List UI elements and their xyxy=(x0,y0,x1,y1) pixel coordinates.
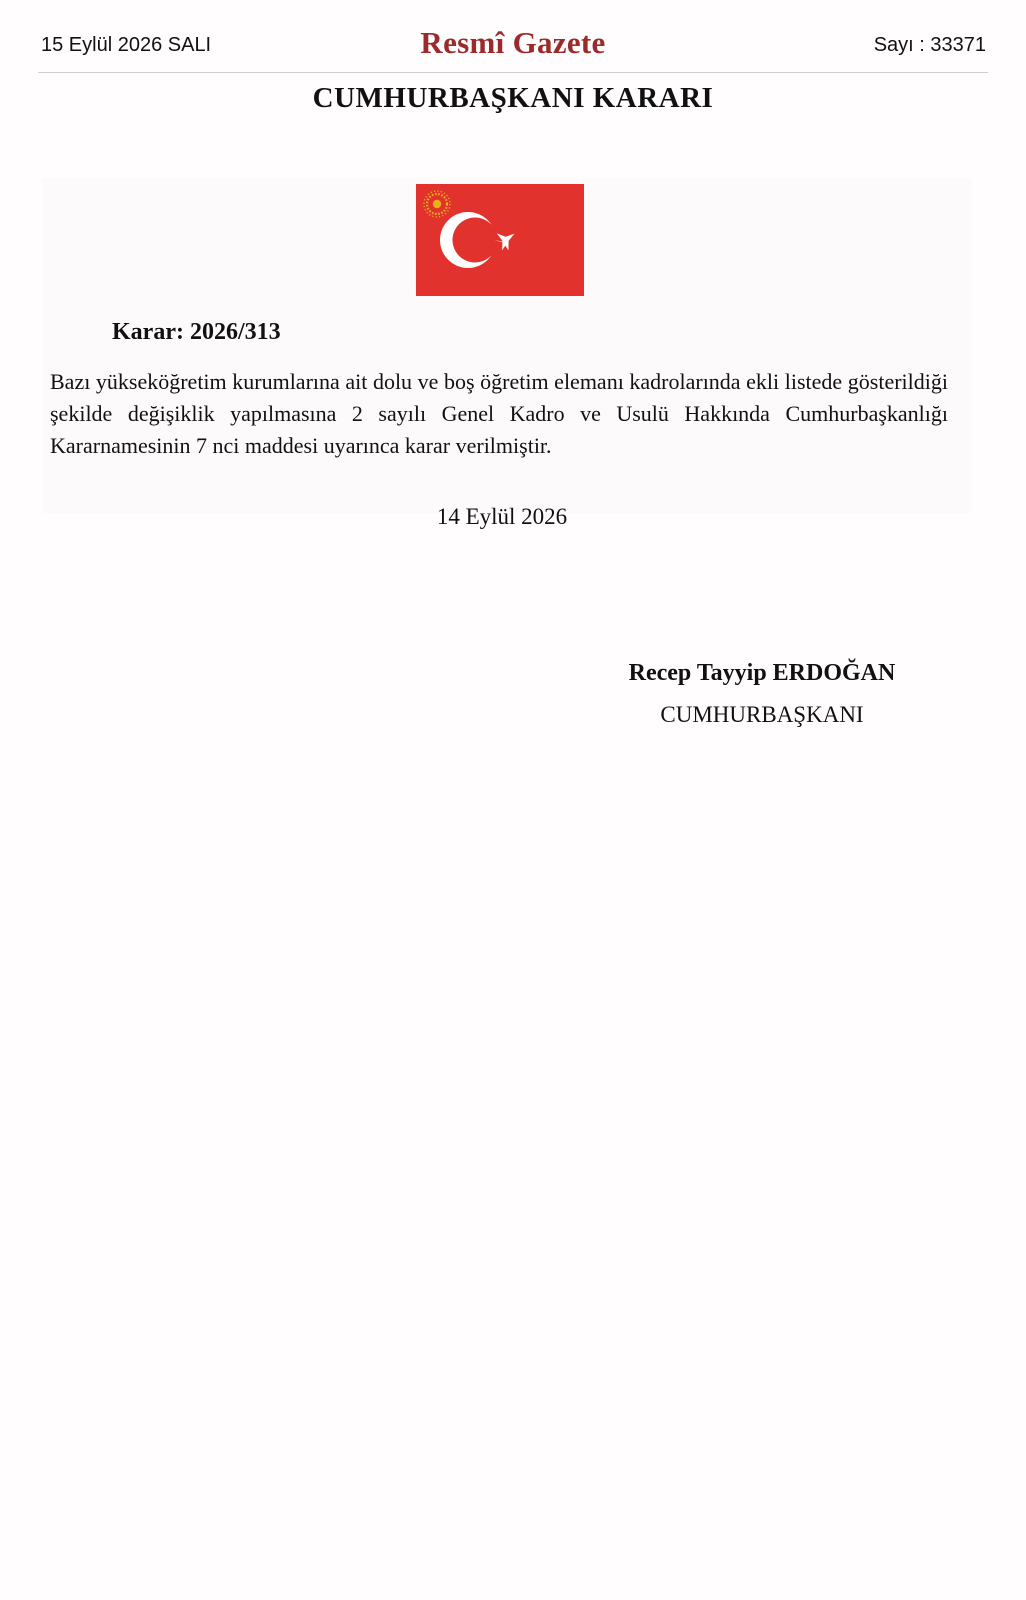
signer-name: Recep Tayyip ERDOĞAN xyxy=(628,660,896,686)
decision-section xyxy=(42,178,972,513)
decision-number: Karar: 2026/313 xyxy=(112,319,281,345)
gazette-header xyxy=(38,0,988,73)
signer-title: CUMHURBAŞKANI xyxy=(660,702,864,727)
turkish-flag-icon xyxy=(416,184,584,296)
gazette-title: Resmî Gazete xyxy=(420,25,606,60)
document-type-heading: CUMHURBAŞKANI KARARI xyxy=(312,82,714,114)
issue-number: Sayı : 33371 xyxy=(873,34,986,56)
decision-date: 14 Eylül 2026 xyxy=(436,504,568,529)
publication-date: 15 Eylül 2026 SALI xyxy=(41,34,212,56)
decision-body-text: Bazı yükseköğretim kurumlarına ait dolu ve boş öğretim elemanı kadrolarında ekli listede gösterildiği şekilde değişiklik yapılmasına 2 sayılı Genel Kadro ve Usulü Hakkında Cumhurbaşkanlığı Kararnamesinin 7 nci maddesi uyarınca karar verilmiştir. xyxy=(50,369,948,458)
